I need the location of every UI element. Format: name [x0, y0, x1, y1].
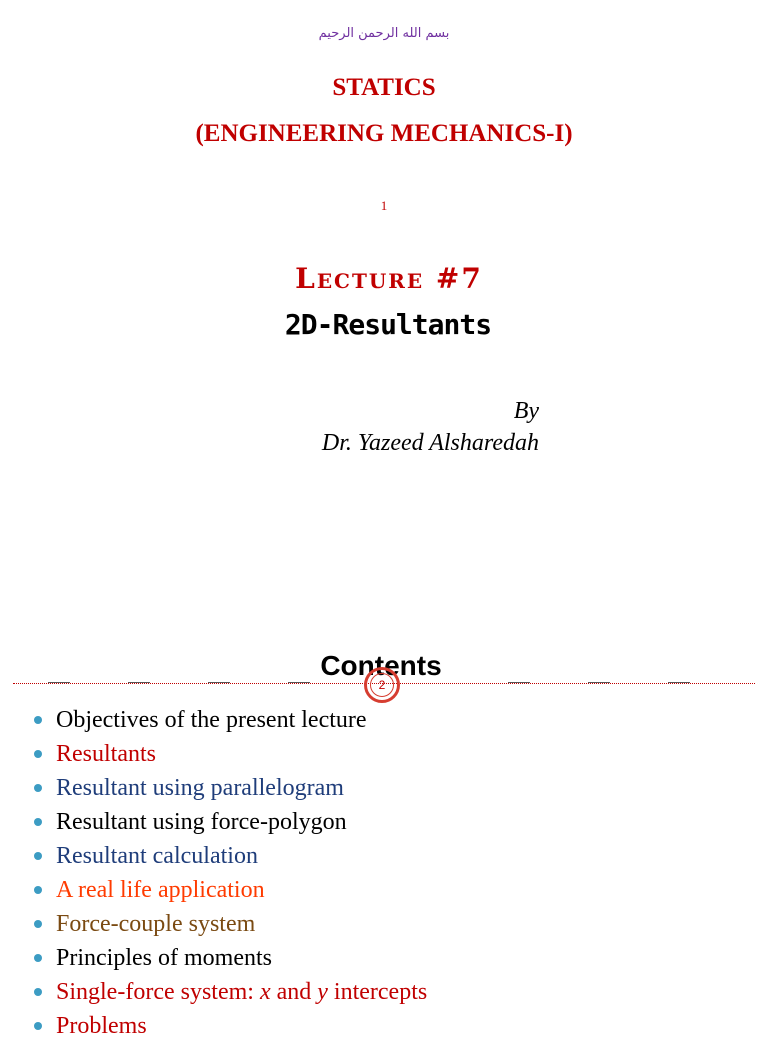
- list-item-text: Problems: [56, 1013, 147, 1039]
- list-item: [30, 703, 427, 737]
- bullet-icon: [34, 750, 42, 758]
- slide-number-badge-label: 2: [370, 673, 394, 697]
- list-item: [30, 1009, 427, 1043]
- divider-dash: [668, 682, 690, 683]
- list-item: [30, 737, 427, 771]
- contents-list: [30, 703, 427, 1043]
- divider-dash: [508, 682, 530, 683]
- bullet-icon: [34, 920, 42, 928]
- list-item-text: Resultant using parallelogram: [56, 775, 344, 801]
- bullet-icon: [34, 954, 42, 962]
- course-subtitle: (ENGINEERING MECHANICS-I): [195, 120, 573, 147]
- bismillah-text: ﺑﺴﻢ ﺍﻟﻠﻪ ﺍﻟﺮﺣﻤﻦ ﺍﻟﺮﺣﻴﻢ: [318, 26, 450, 41]
- math-var-y: y: [317, 979, 328, 1005]
- list-item-text: Principles of moments: [56, 945, 272, 971]
- divider-dash: [288, 682, 310, 683]
- list-item: [30, 975, 427, 1009]
- bullet-icon: [34, 886, 42, 894]
- list-item: [30, 873, 427, 907]
- list-item-text: Objectives of the present lecture: [56, 707, 367, 733]
- list-item: [30, 907, 427, 941]
- list-item-text: Resultant using force-polygon: [56, 809, 347, 835]
- by-label: By: [513, 398, 539, 424]
- list-item-text: Force-couple system: [56, 911, 256, 937]
- list-item-text: Resultants: [56, 741, 156, 767]
- list-item-text-part: intercepts: [327, 979, 428, 1005]
- list-item-text: Resultant calculation: [56, 843, 258, 869]
- list-item-text: [56, 979, 427, 1005]
- contents-heading: Contents: [320, 650, 442, 681]
- lecture-topic: 2D-Resultants: [284, 308, 492, 341]
- divider-dash: [48, 682, 70, 683]
- slide-number-badge: [364, 667, 400, 703]
- math-var-x: x: [259, 979, 271, 1005]
- bullet-icon: [34, 784, 42, 792]
- list-item-text-part: Single-force system:: [56, 979, 260, 1005]
- list-item-text: A real life application: [56, 877, 265, 903]
- bullet-icon: [34, 716, 42, 724]
- bullet-icon: [34, 988, 42, 996]
- bullet-icon: [34, 1022, 42, 1030]
- bullet-icon: [34, 818, 42, 826]
- divider-dash: [208, 682, 230, 683]
- list-item: [30, 941, 427, 975]
- bullet-icon: [34, 852, 42, 860]
- list-item-text-part: and: [270, 979, 318, 1005]
- divider-dash: [588, 682, 610, 683]
- list-item: [30, 771, 427, 805]
- list-item: [30, 839, 427, 873]
- lecture-number: Lecture #7: [295, 262, 483, 295]
- author-name: Dr. Yazeed Alsharedah: [321, 430, 539, 456]
- divider-dash: [128, 682, 150, 683]
- course-title: STATICS: [332, 74, 436, 101]
- slide-number: 1: [380, 198, 388, 213]
- list-item: [30, 805, 427, 839]
